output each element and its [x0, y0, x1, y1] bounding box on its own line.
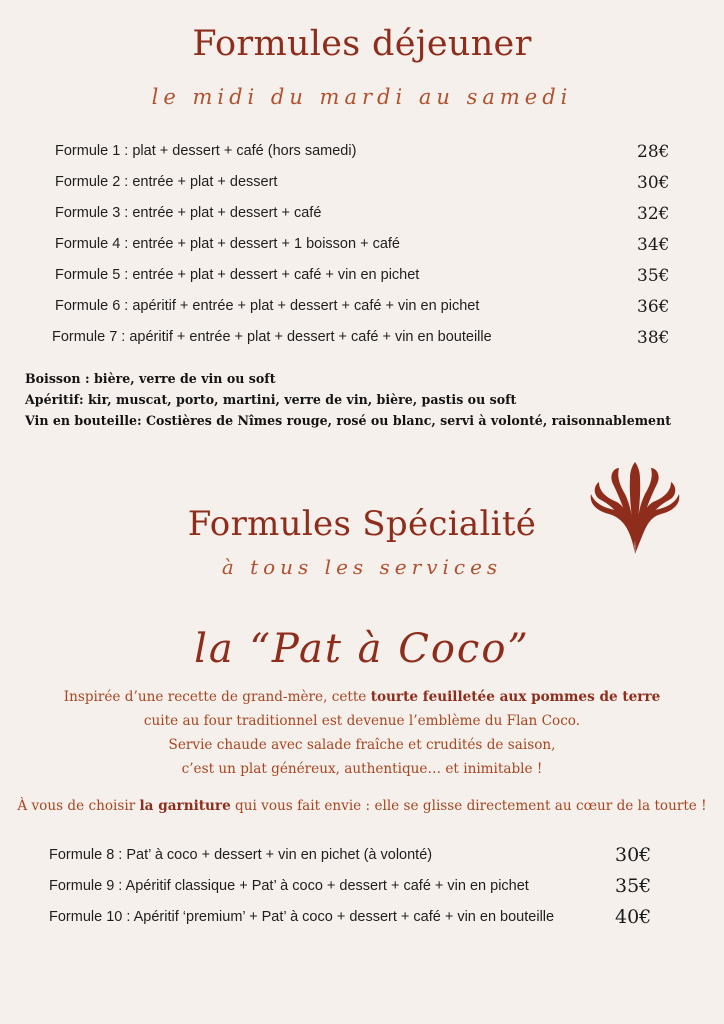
menu-row [0, 844, 724, 871]
menu-row-desc: Formule 5 : entrée + plat + dessert + café + vin en pichet [55, 267, 420, 283]
menu-row [0, 329, 724, 353]
menu-row-price: 35€ [615, 875, 652, 897]
menu-row-price: 30€ [615, 844, 652, 866]
menu-row-price: 40€ [615, 906, 652, 928]
description-line: cuite au four traditionnel est devenue l’emblème du Flan Coco. [143, 713, 581, 729]
menu-row [0, 205, 724, 229]
menu-row-desc: Formule 7 : apéritif + entrée + plat + dessert + café + vin en bouteille [52, 329, 492, 345]
menu-row-desc: Formule 3 : entrée + plat + dessert + café [55, 205, 322, 221]
menu-row-desc: Formule 10 : Apéritif ‘premium’ + Pat’ à coco + dessert + café + vin en bouteille [49, 909, 555, 925]
menu-row [0, 267, 724, 291]
lunch-title: Formules déjeuner [192, 24, 532, 64]
menu-row-price: 34€ [637, 235, 670, 255]
highlight-tourte: tourte feuilletée aux pommes de terre [370, 689, 661, 705]
pat-a-coco-title: la “Pat à Coco” [194, 626, 530, 672]
lunch-notes [25, 368, 705, 431]
specialite-subtitle: à tous les services [221, 555, 503, 579]
description-line: Inspirée d’une recette de grand-mère, cette tourte feuilletée aux pommes de terre [63, 689, 661, 705]
menu-row-desc: Formule 4 : entrée + plat + dessert + 1 boisson + café [55, 236, 400, 252]
description-line: Servie chaude avec salade fraîche et crudités de saison, [168, 737, 556, 753]
menu-row-desc: Formule 8 : Pat’ à coco + dessert + vin en pichet (à volonté) [49, 847, 433, 863]
description-line: c’est un plat généreux, authentique… et inimitable ! [181, 761, 543, 777]
menu-row-price: 38€ [637, 328, 670, 348]
specialite-title: Formules Spécialité [187, 504, 537, 544]
menu-row-desc: Formule 1 : plat + dessert + café (hors samedi) [55, 143, 357, 159]
menu-row [0, 298, 724, 322]
menu-row-desc: Formule 2 : entrée + plat + dessert [55, 174, 278, 190]
note-vin-bouteille: Vin en bouteille: Costières de Nîmes rouge, rosé ou blanc, servi à volonté, raisonnablement [25, 413, 672, 428]
menu-row-price: 36€ [637, 297, 670, 317]
menu-row-price: 28€ [637, 142, 670, 162]
menu-row-price: 30€ [637, 173, 670, 193]
note-aperitif: Apéritif: kir, muscat, porto, martini, verre de vin, bière, pastis ou soft [25, 392, 517, 407]
garniture-choice: À vous de choisir la garniture qui vous fait envie : elle se glisse directement au cœur de la tourte ! [17, 798, 707, 814]
menu-row [0, 143, 724, 167]
menu-row [0, 174, 724, 198]
menu-row [0, 906, 724, 933]
menu-row [0, 875, 724, 902]
menu-row-price: 32€ [637, 204, 670, 224]
lunch-subtitle: le midi du mardi au samedi [151, 85, 573, 109]
note-boisson: Boisson : bière, verre de vin ou soft [25, 371, 276, 386]
menu-row-desc: Formule 9 : Apéritif classique + Pat’ à coco + dessert + café + vin en pichet [49, 878, 529, 894]
menu-row-desc: Formule 6 : apéritif + entrée + plat + dessert + café + vin en pichet [55, 298, 480, 314]
menu-row [0, 236, 724, 260]
highlight-garniture: la garniture [139, 798, 231, 814]
pat-a-coco-description [0, 685, 724, 781]
menu-row-price: 35€ [637, 266, 670, 286]
